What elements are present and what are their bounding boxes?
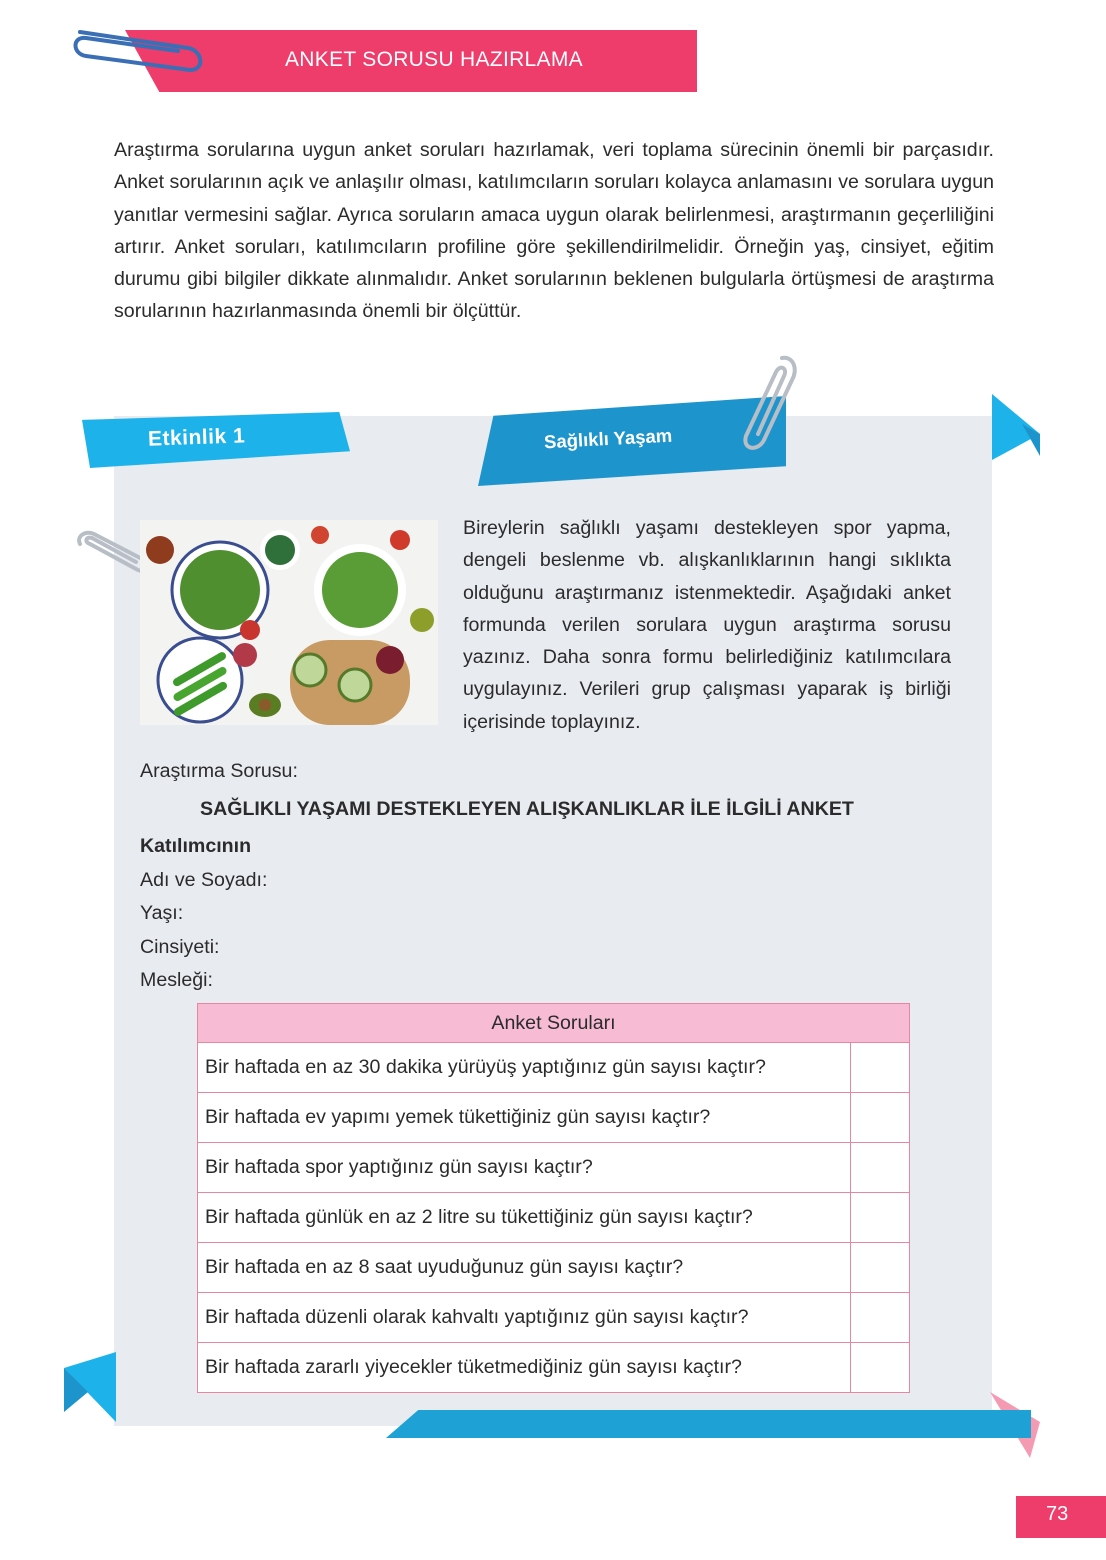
- corner-triangle-icon: [64, 1352, 116, 1422]
- table-row: [198, 1243, 910, 1293]
- table-row: [198, 1043, 910, 1093]
- gender-label: Cinsiyeti:: [140, 935, 220, 958]
- survey-title: SAĞLIKLI YAŞAMI DESTEKLEYEN ALIŞKANLIKLAR İLE İLGİLİ ANKET: [200, 798, 854, 820]
- table-row: [198, 1143, 910, 1193]
- question-cell: Bir haftada spor yaptığınız gün sayısı kaçtır?: [198, 1143, 851, 1193]
- question-cell: Bir haftada günlük en az 2 litre su tükettiğiniz gün sayısı kaçtır?: [198, 1193, 851, 1243]
- question-cell: Bir haftada zararlı yiyecekler tüketmediğiniz gün sayısı kaçtır?: [198, 1343, 851, 1393]
- paperclip-icon: [734, 350, 804, 460]
- table-row: [198, 1293, 910, 1343]
- survey-table: [197, 1003, 910, 1393]
- participant-info: [140, 830, 267, 998]
- job-label: Mesleği:: [140, 969, 213, 991]
- table-row: [198, 1343, 910, 1393]
- paperclip-icon: [60, 18, 210, 78]
- answer-cell[interactable]: [851, 1193, 910, 1243]
- header-title: ANKET SORUSU HAZIRLAMA: [285, 48, 583, 71]
- table-header: Anket Soruları: [198, 1004, 910, 1043]
- question-cell: Bir haftada düzenli olarak kahvaltı yaptığınız gün sayısı kaçtır?: [198, 1293, 851, 1343]
- question-cell: Bir haftada ev yapımı yemek tükettiğiniz gün sayısı kaçtır?: [198, 1093, 851, 1143]
- answer-cell[interactable]: [851, 1093, 910, 1143]
- table-row: [198, 1093, 910, 1143]
- table-row: [198, 1193, 910, 1243]
- intro-paragraph: Araştırma sorularına uygun anket soruları hazırlamak, veri toplama sürecinin önemli bir parçasıdır. Anket sorularının açık ve anlaşılır olması, katılımcıların soruları kolayca anlamasını ve sorulara uygun yanıtlar vermesini sağlar. Ayrıca soruların amaca uygun olarak belirlenmesi, araştırmanın geçerliliğini artırır. Anket soruları, katılımcıların profiline göre şekillendirilmelidir. Örneğin yaş, cinsiyet, eğitim durumu gibi bilgiler dikkate alınmalıdır. Anket sorularının beklenen bulgularla örtüşmesi de araştırma sorularının hazırlanmasında önemli bir ölçüttür.: [114, 139, 994, 323]
- answer-cell[interactable]: [851, 1243, 910, 1293]
- name-label: Adı ve Soyadı:: [140, 868, 268, 891]
- age-label: Yaşı:: [140, 902, 184, 924]
- topic-label: Sağlıklı Yaşam: [543, 424, 673, 453]
- healthy-food-image: [140, 520, 438, 725]
- participant-heading: Katılımcının: [140, 835, 252, 857]
- answer-cell[interactable]: [851, 1293, 910, 1343]
- page-number: 73: [1046, 1503, 1069, 1525]
- answer-cell[interactable]: [851, 1143, 910, 1193]
- corner-triangle-icon: [992, 394, 1040, 460]
- answer-cell[interactable]: [851, 1343, 910, 1393]
- question-cell: Bir haftada en az 8 saat uyuduğunuz gün sayısı kaçtır?: [198, 1243, 851, 1293]
- bottom-stripe: [386, 1410, 1031, 1438]
- activity-description: Bireylerin sağlıklı yaşamı destekleyen spor yapma, dengeli beslenme vb. alışkanlıklarının hangi sıklıkta olduğunu araştırmanız istenmektedir. Aşağıdaki anket formunda verilen sorulara uygun araştırma sorusu yazınız. Daha sonra formu belirlediğiniz katılımcılara uygulayınız. Verileri grup çalışması yaparak iş birliği içerisinde toplayınız.: [463, 517, 951, 733]
- answer-cell[interactable]: [851, 1043, 910, 1093]
- activity-label: Etkinlik 1: [147, 424, 246, 451]
- question-cell: Bir haftada en az 30 dakika yürüyüş yaptığınız gün sayısı kaçtır?: [198, 1043, 851, 1093]
- research-question-label: Araştırma Sorusu:: [140, 760, 298, 782]
